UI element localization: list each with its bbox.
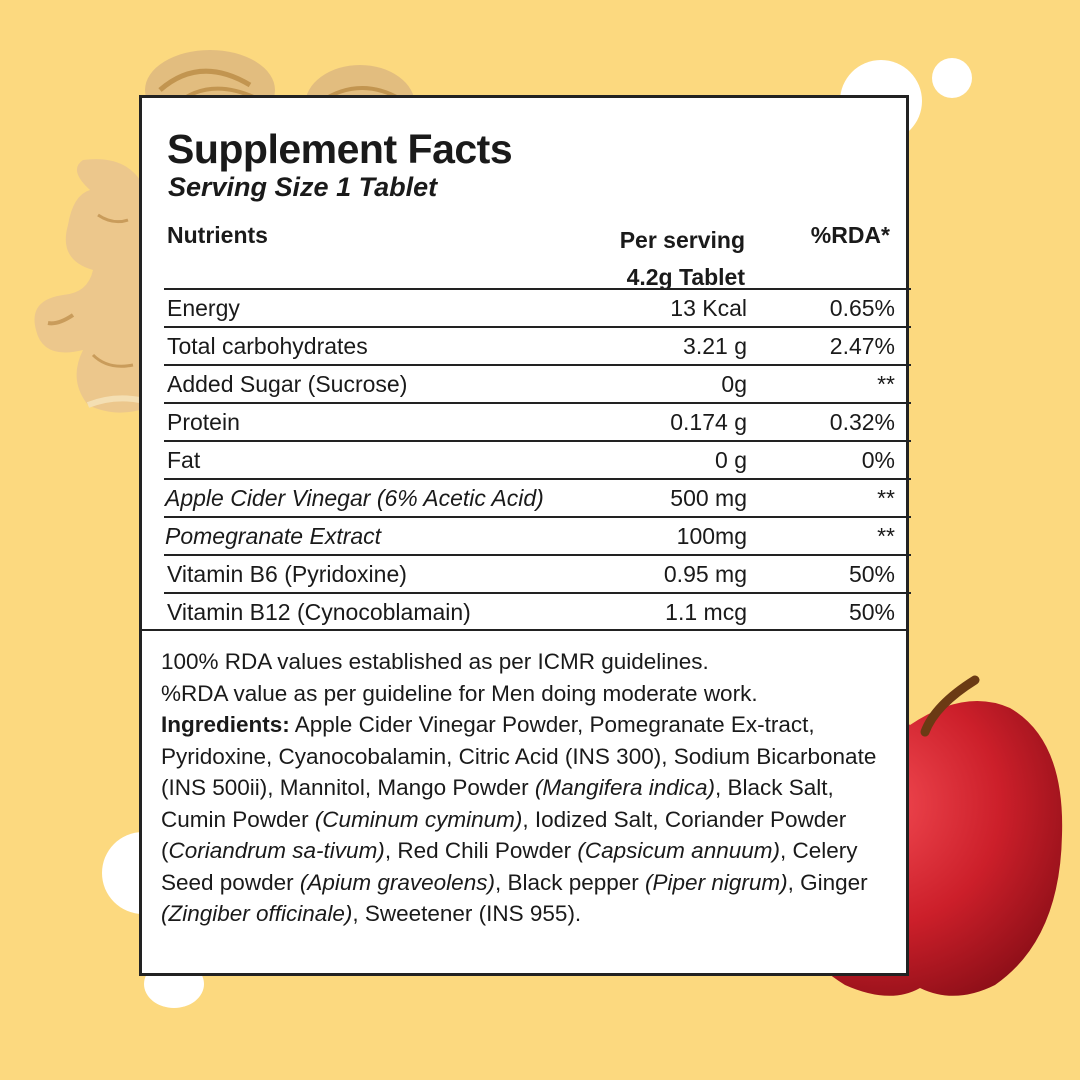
ingredients-part: , Iodized Salt, Coriander Powder (: [161, 806, 847, 863]
ingredients-latin-name: (Capsicum annuum): [577, 838, 780, 863]
nutrient-name: Total carbohydrates: [167, 333, 368, 359]
supplement-facts-panel: [139, 95, 909, 976]
header-rda: %RDA*: [810, 222, 890, 248]
nutrient-per-serving: 0.95 mg: [663, 561, 747, 587]
header-per-serving-line2: 4.2g Tablet: [626, 264, 745, 290]
panel-title: Supplement Facts: [167, 126, 513, 172]
nutrient-name: Energy: [167, 295, 240, 321]
nutrient-row-energy: [164, 288, 911, 326]
ingredients-latin-name: (Cuminum cyminum): [314, 806, 523, 832]
ingredients-latin-name: (Zingiber officinale): [161, 901, 353, 926]
nutrient-rda: 0%: [861, 447, 895, 473]
nutrient-name: Pomegranate Extract: [165, 523, 382, 549]
nutrient-rda: **: [877, 523, 895, 549]
nutrient-name: Apple Cider Vinegar (6% Acetic Acid): [165, 485, 544, 511]
nutrient-per-serving: 500 mg: [670, 485, 747, 511]
nutrient-per-serving: 0.174 g: [670, 409, 747, 435]
header-per-serving-line1: Per serving: [619, 227, 745, 253]
nutrient-per-serving: 0 g: [715, 447, 747, 473]
ingredients-part: , Sweetener (INS 955).: [352, 901, 582, 926]
nutrient-name: Protein: [167, 409, 240, 435]
bubble-decoration: [932, 58, 972, 98]
nutrient-row-fat: [164, 440, 911, 478]
nutrient-row-vitamin-b12: [164, 592, 911, 630]
nutrient-rda: **: [877, 371, 895, 397]
nutrient-row-added-sugar: [164, 364, 911, 402]
nutrient-name: Added Sugar (Sucrose): [167, 371, 408, 397]
notes-section: [161, 646, 896, 930]
ingredients-latin-name: Coriandrum sa-tivum): [168, 838, 385, 863]
nutrient-name: Fat: [167, 447, 201, 473]
nutrient-row-carbohydrates: [164, 326, 911, 364]
nutrient-per-serving: 1.1 mcg: [665, 599, 747, 625]
ingredients-latin-name: (Mangifera indica): [534, 775, 715, 800]
ginger-root-image: [28, 155, 143, 417]
header-nutrients: Nutrients: [167, 222, 268, 248]
ingredients-part: , Celery Seed powder: [161, 838, 858, 895]
ingredients-part: Apple Cider Vinegar Powder, Pomegranate Ex-tract, Pyridoxine, Cyanocobalamin, Citric Acid (INS 300), Sodium Bicarbonate (INS 500ii), Mannitol, Mango Powder: [161, 712, 877, 800]
nutrient-rda: 2.47%: [829, 333, 895, 359]
nutrient-rda: 0.32%: [829, 409, 895, 435]
ingredients-text: [161, 709, 896, 930]
ingredients-latin-name: (Piper nigrum): [645, 869, 788, 895]
nutrient-rda: 0.65%: [829, 295, 895, 321]
ingredients-label: Ingredients:: [161, 712, 290, 737]
nutrient-rda: **: [877, 485, 895, 511]
nutrient-rda: 50%: [848, 561, 895, 587]
ingredients-part: , Black Salt, Cumin Powder: [161, 775, 834, 832]
note-rda-men: %RDA value as per guideline for Men doing moderate work.: [161, 680, 758, 706]
nutrient-name: Vitamin B12 (Cynocoblamain): [167, 599, 471, 625]
header-per-serving: [620, 222, 745, 296]
nutrient-row-apple-cider-vinegar: [164, 478, 911, 516]
nutrient-row-pomegranate: [164, 516, 911, 554]
nutrient-rda: 50%: [848, 599, 895, 625]
nutrient-row-vitamin-b6: [164, 554, 911, 592]
nutrient-name: Vitamin B6 (Pyridoxine): [167, 561, 407, 587]
ingredients-part: , Red Chili Powder: [384, 838, 578, 863]
nutrient-per-serving: 3.21 g: [683, 333, 747, 359]
nutrient-per-serving: 13 Kcal: [670, 295, 747, 321]
ingredients-part: , Black pepper: [494, 869, 646, 895]
table-divider: [142, 629, 906, 631]
ingredients-part: , Ginger: [787, 869, 868, 895]
serving-size: Serving Size 1 Tablet: [168, 172, 438, 202]
ingredients-latin-name: (Apium graveolens): [299, 869, 495, 895]
nutrient-per-serving: 0g: [721, 371, 747, 397]
nutrient-per-serving: 100mg: [676, 523, 747, 549]
nutrient-row-protein: [164, 402, 911, 440]
note-rda-icmr: 100% RDA values established as per ICMR guidelines.: [161, 649, 709, 674]
